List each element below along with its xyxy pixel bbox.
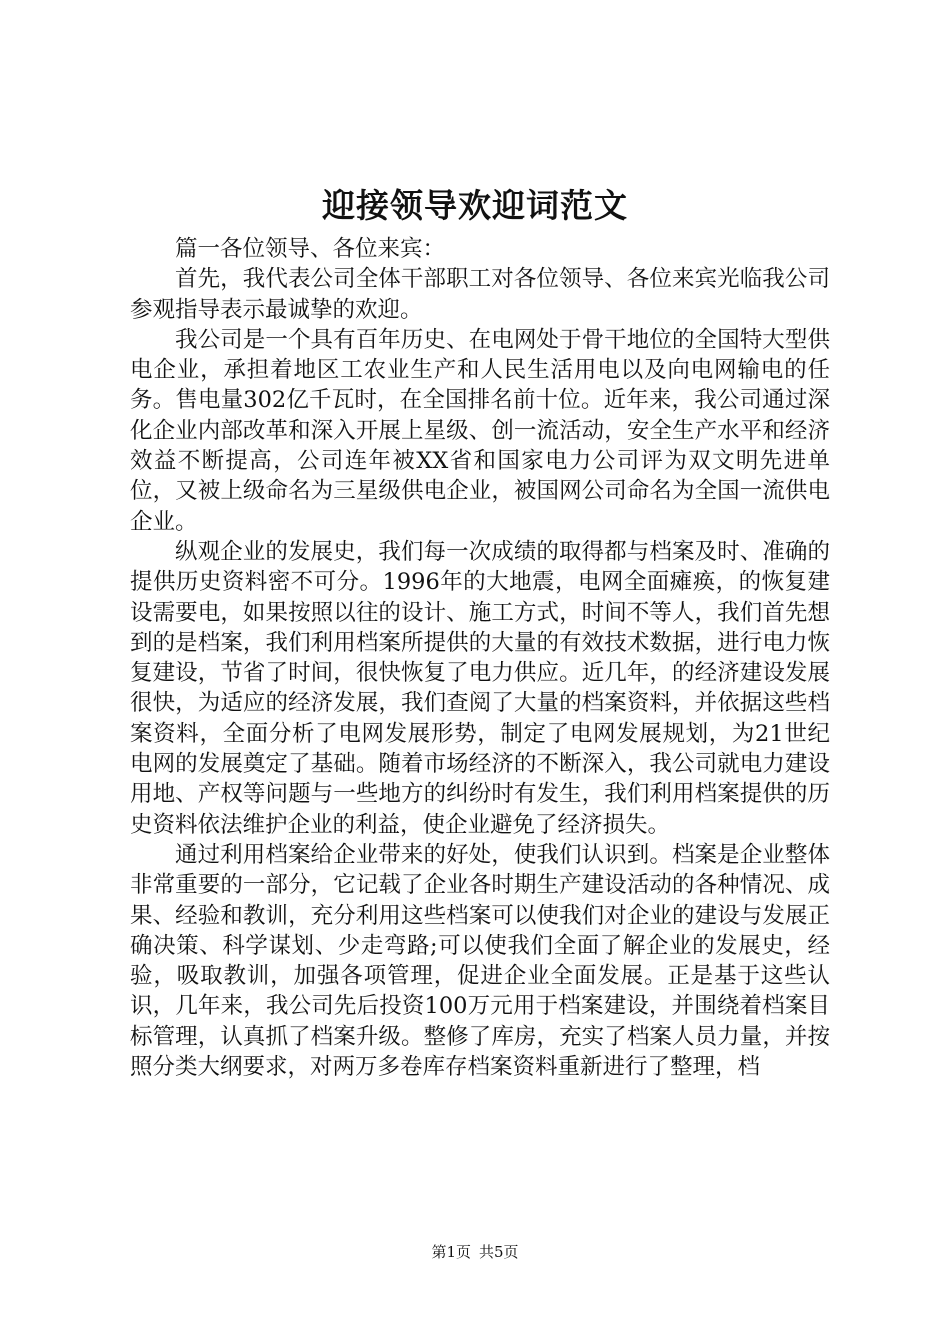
paragraph-archive-benefits: 通过利用档案给企业带来的好处，使我们认识到。档案是企业整体非常重要的一部分，它记载了企业各时期生产建设活动的各种情况、成果、经验和教训，充分利用这些档案可以使我们对企业的建设与发展正确决策、科学谋划、少走弯路;可以使我们全面了解企业的发展史，经验，吸取教训，加强各项管理，促进企业全面发展。正是基于这些认识，几年来，我公司先后投资100万元用于档案建设，并围绕着档案目标管理，认真抓了档案升级。整修了库房，充实了档案人员力量，并按照分类大纲要求，对两万多卷库存档案资料重新进行了整理，档 — [130, 841, 830, 1081]
page-footer — [0, 1241, 950, 1263]
document-body — [130, 234, 830, 1082]
paragraph-archive-history: 纵观企业的发展史，我们每一次成绩的取得都与档案及时、准确的提供历史资料密不可分。1996年的大地震，电网全面瘫痪，的恢复建设需要电，如果按照以往的设计、施工方式，时间不等人，我们首先想到的是档案，我们利用档案所提供的大量的有效技术数据，进行电力恢复建设，节省了时间，很快恢复了电力供应。近几年，的经济建设发展很快，为适应的经济发展，我们查阅了大量的档案资料，并依据这些档案资料，全面分析了电网发展形势，制定了电网发展规划，为21世纪电网的发展奠定了基础。随着市场经济的不断深入，我公司就电力建设用地、产权等问题与一些地方的纠纷时有发生，我们利用档案提供的历史资料依法维护企业的利益，使企业避免了经济损失。 — [130, 538, 830, 838]
paragraph-welcome: 首先，我代表公司全体干部职工对各位领导、各位来宾光临我公司参观指导表示最诚挚的欢迎。 — [130, 266, 830, 323]
paragraph-company-intro: 我公司是一个具有百年历史、在电网处于骨干地位的全国特大型供电企业，承担着地区工农业生产和人民生活用电以及向电网输电的任务。售电量302亿千瓦时，在全国排名前十位。近年来，我公司通过深化企业内部改革和深入开展上星级、创一流活动，安全生产水平和经济效益不断提高，公司连年被XX省和国家电力公司评为双文明先进单位，又被上级命名为三星级供电企业，被国网公司命名为全国一流供电企业。 — [130, 326, 830, 535]
paragraph-salutation: 篇一各位领导、各位来宾： — [175, 236, 446, 262]
page-total: 共5页 — [479, 1243, 519, 1261]
document-title: 迎接领导欢迎词范文 — [322, 186, 628, 225]
page-number: 第1页 — [431, 1243, 471, 1261]
